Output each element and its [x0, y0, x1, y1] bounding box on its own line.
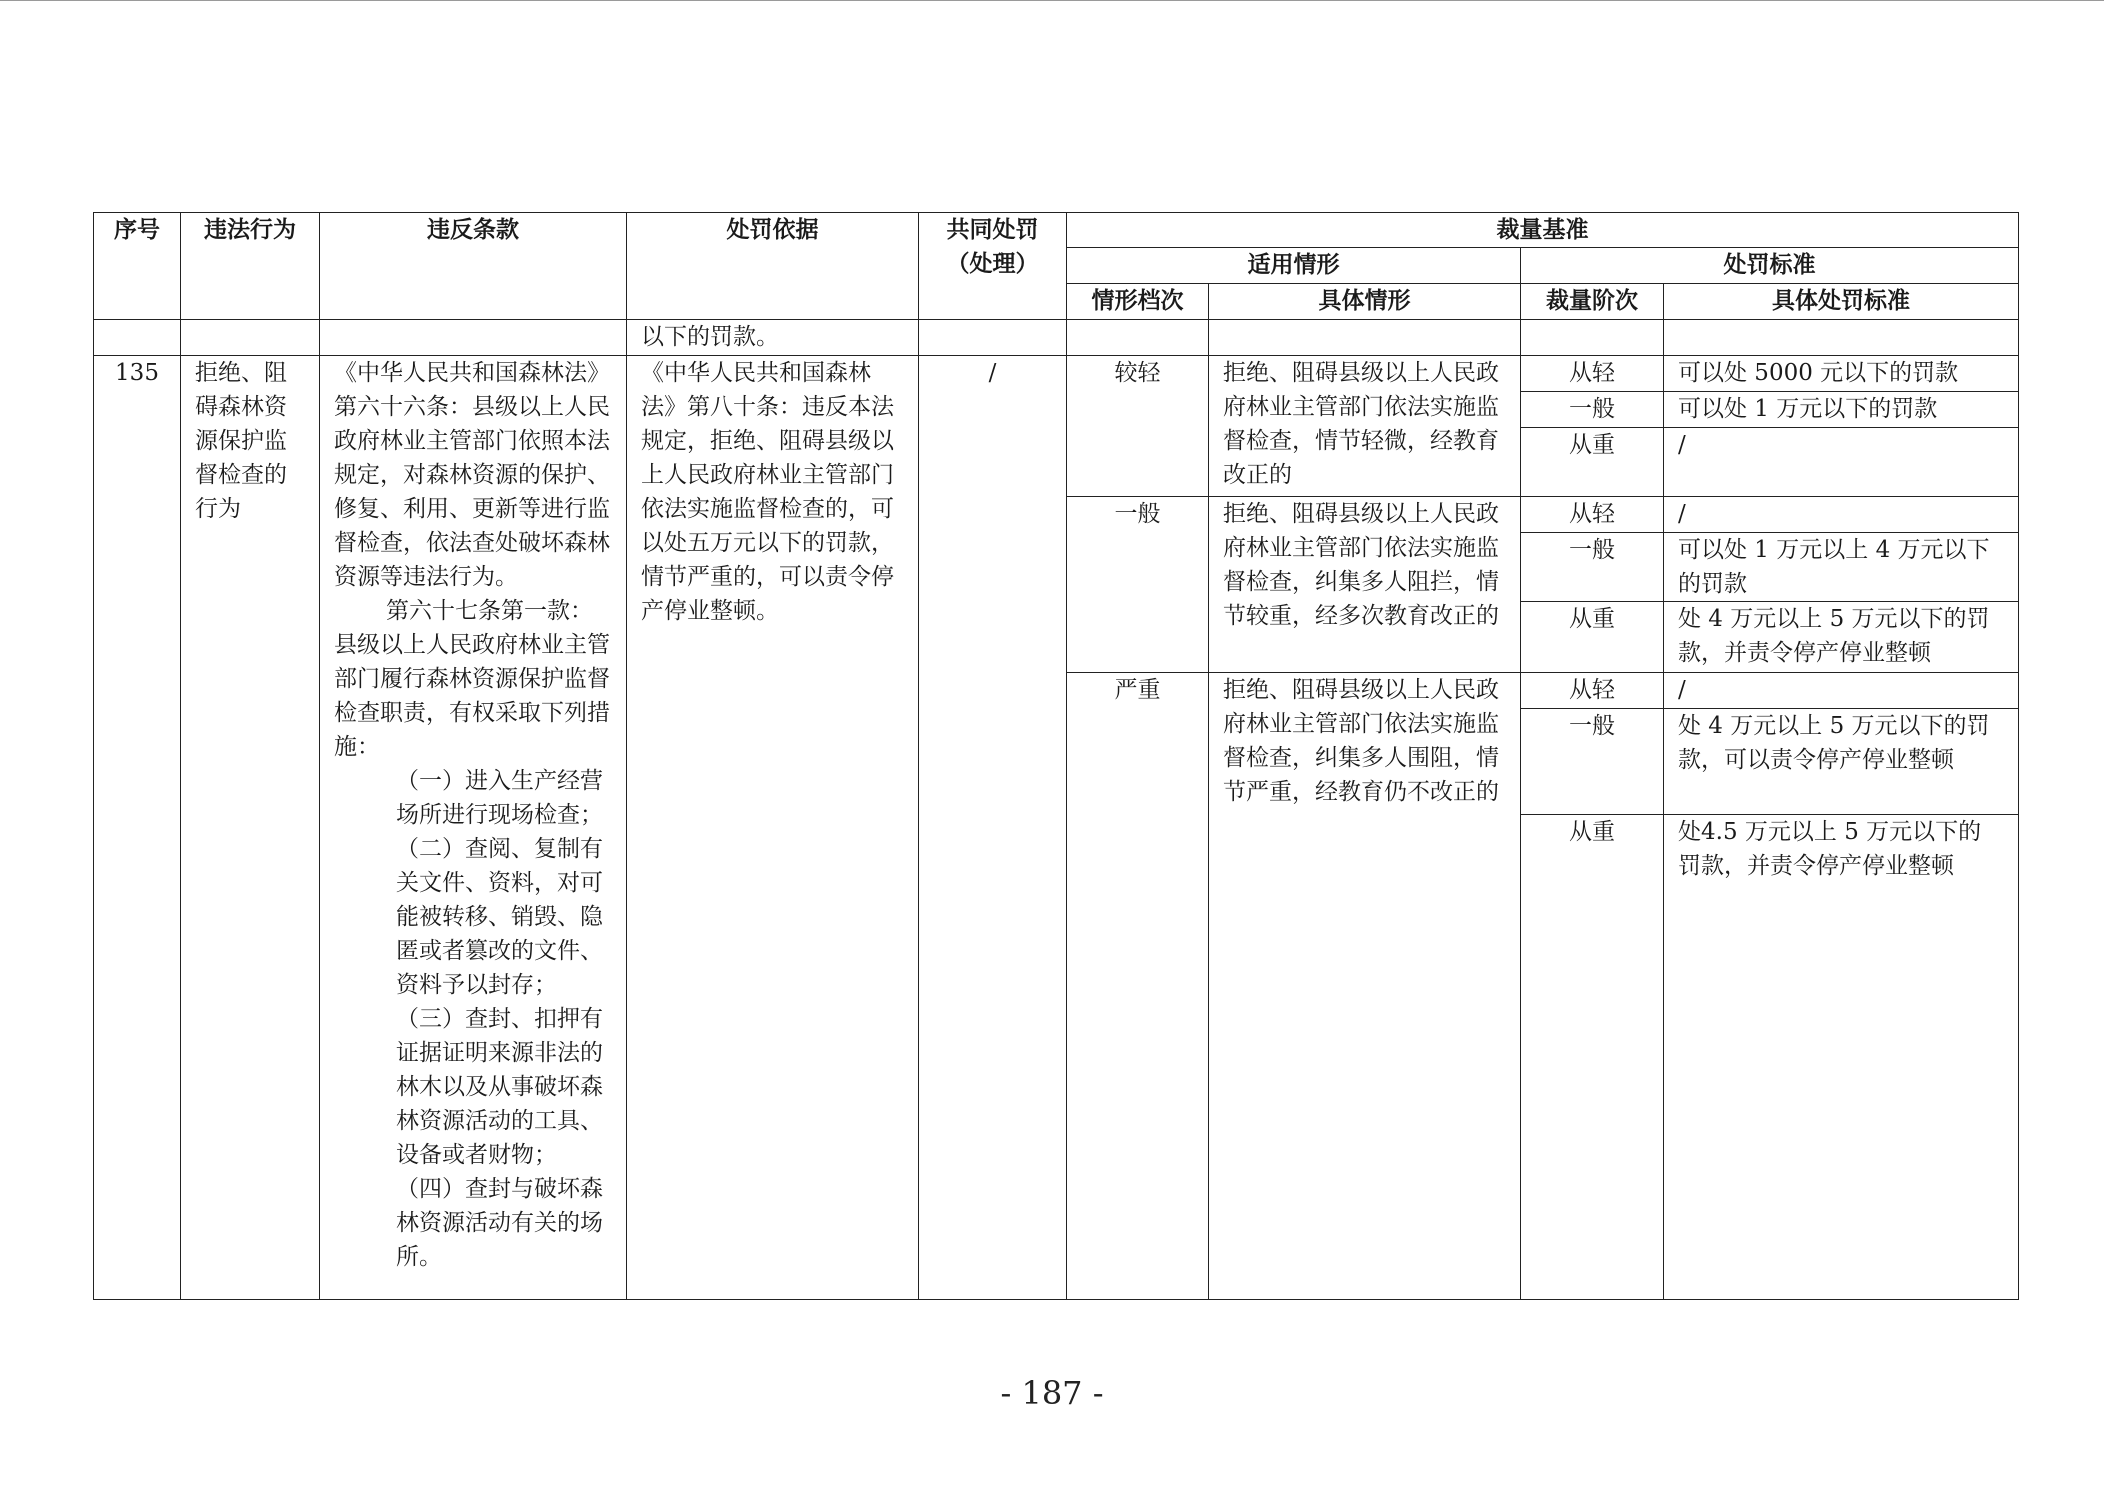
tier-order: 一般 [1521, 392, 1664, 428]
page-number: - 187 - [1000, 1374, 1104, 1412]
tier-standard: 处 4 万元以上 5 万元以下的罚款，可以责令停产停业整顿 [1664, 709, 2019, 815]
carryover-cell-clause [320, 320, 627, 356]
clause-paragraph: （一）进入生产经营场所进行现场检查； [396, 768, 603, 828]
header-applicable: 适用情形 [1067, 248, 1521, 284]
tier-order: 从重 [1521, 602, 1664, 673]
header-violation: 违法行为 [181, 213, 320, 320]
tier-standard: 处 4 万元以上 5 万元以下的罚款，并责令停产停业整顿 [1664, 602, 2019, 673]
basis-text: 《中华人民共和国森林法》第八十条：违反本法规定，拒绝、阻碍县级以上人民政府林业主管部门依法实施监督检查的，可以处五万元以下的罚款，情节严重的，可以责令停产停业整顿。 [627, 356, 919, 1300]
header-seq: 序号 [94, 213, 181, 320]
carryover-cell-detail [1209, 320, 1521, 356]
tier-standard: / [1664, 673, 2019, 709]
clause-paragraph: 第六十七条第一款： [386, 598, 593, 624]
tier-order: 从轻 [1521, 673, 1664, 709]
tier-order: 一般 [1521, 533, 1664, 602]
header-detail: 具体情形 [1209, 284, 1521, 320]
tier-order: 一般 [1521, 709, 1664, 815]
header-discretion: 裁量基准 [1067, 213, 2019, 248]
carryover-text: 以下的罚款。 [627, 320, 919, 356]
tier-order: 从重 [1521, 428, 1664, 497]
clause-paragraph: （四）查封与破坏森林资源活动有关的场所。 [396, 1176, 603, 1270]
page-top-border [0, 0, 2104, 1]
header-order: 裁量阶次 [1521, 284, 1664, 320]
level-name: 严重 [1067, 673, 1209, 1300]
header-basis: 处罚依据 [627, 213, 919, 320]
tier-order: 从轻 [1521, 356, 1664, 392]
level-name: 一般 [1067, 497, 1209, 673]
tier-standard: 可以处 1 万元以上 4 万元以下的罚款 [1664, 533, 2019, 602]
clause-text [320, 356, 627, 1300]
level-detail: 拒绝、阻碍县级以上人民政府林业主管部门依法实施监督检查，纠集多人围阻，情节严重，经教育仍不改正的 [1209, 673, 1521, 1300]
carryover-cell-order [1521, 320, 1664, 356]
carryover-cell-violation [181, 320, 320, 356]
tier-standard: / [1664, 497, 2019, 533]
clause-paragraph: （三）查封、扣押有证据证明来源非法的林木以及从事破坏森林资源活动的工具、设备或者财物； [396, 1006, 603, 1168]
tier-order: 从轻 [1521, 497, 1664, 533]
carryover-cell-seq [94, 320, 181, 356]
carryover-cell-joint [919, 320, 1067, 356]
header-level: 情形档次 [1067, 284, 1209, 320]
tier-order: 从重 [1521, 815, 1664, 1300]
header-clause: 违反条款 [320, 213, 627, 320]
carryover-cell-level [1067, 320, 1209, 356]
carryover-cell-standard [1664, 320, 2019, 356]
clause-paragraph: 《中华人民共和国森林法》第六十六条：县级以上人民政府林业主管部门依照本法规定，对森林资源的保护、修复、利用、更新等进行监督检查，依法查处破坏森林资源等违法行为。 [334, 360, 610, 590]
tier-standard: 可以处 5000 元以下的罚款 [1664, 356, 2019, 392]
header-standard: 处罚标准 [1521, 248, 2019, 284]
header-joint: 共同处罚（处理） [919, 213, 1067, 320]
joint-text: / [919, 356, 1067, 1300]
tier-standard: / [1664, 428, 2019, 497]
clause-paragraph: 县级以上人民政府林业主管部门履行森林资源保护监督检查职责，有权采取下列措施： [334, 632, 610, 760]
tier-standard: 可以处 1 万元以下的罚款 [1664, 392, 2019, 428]
tier-standard: 处4.5 万元以上 5 万元以下的罚款，并责令停产停业整顿 [1664, 815, 2019, 1300]
discretion-standard-table [93, 212, 2019, 1300]
level-detail: 拒绝、阻碍县级以上人民政府林业主管部门依法实施监督检查，情节轻微，经教育改正的 [1209, 356, 1521, 497]
level-detail: 拒绝、阻碍县级以上人民政府林业主管部门依法实施监督检查，纠集多人阻拦，情节较重，经多次教育改正的 [1209, 497, 1521, 673]
violation-text: 拒绝、阻碍森林资源保护监督检查的行为 [181, 356, 320, 1300]
row-number: 135 [94, 356, 181, 1300]
level-name: 较轻 [1067, 356, 1209, 497]
clause-paragraph: （二）查阅、复制有关文件、资料，对可能被转移、销毁、隐匿或者篡改的文件、资料予以封存； [396, 836, 603, 998]
header-specific: 具体处罚标准 [1664, 284, 2019, 320]
